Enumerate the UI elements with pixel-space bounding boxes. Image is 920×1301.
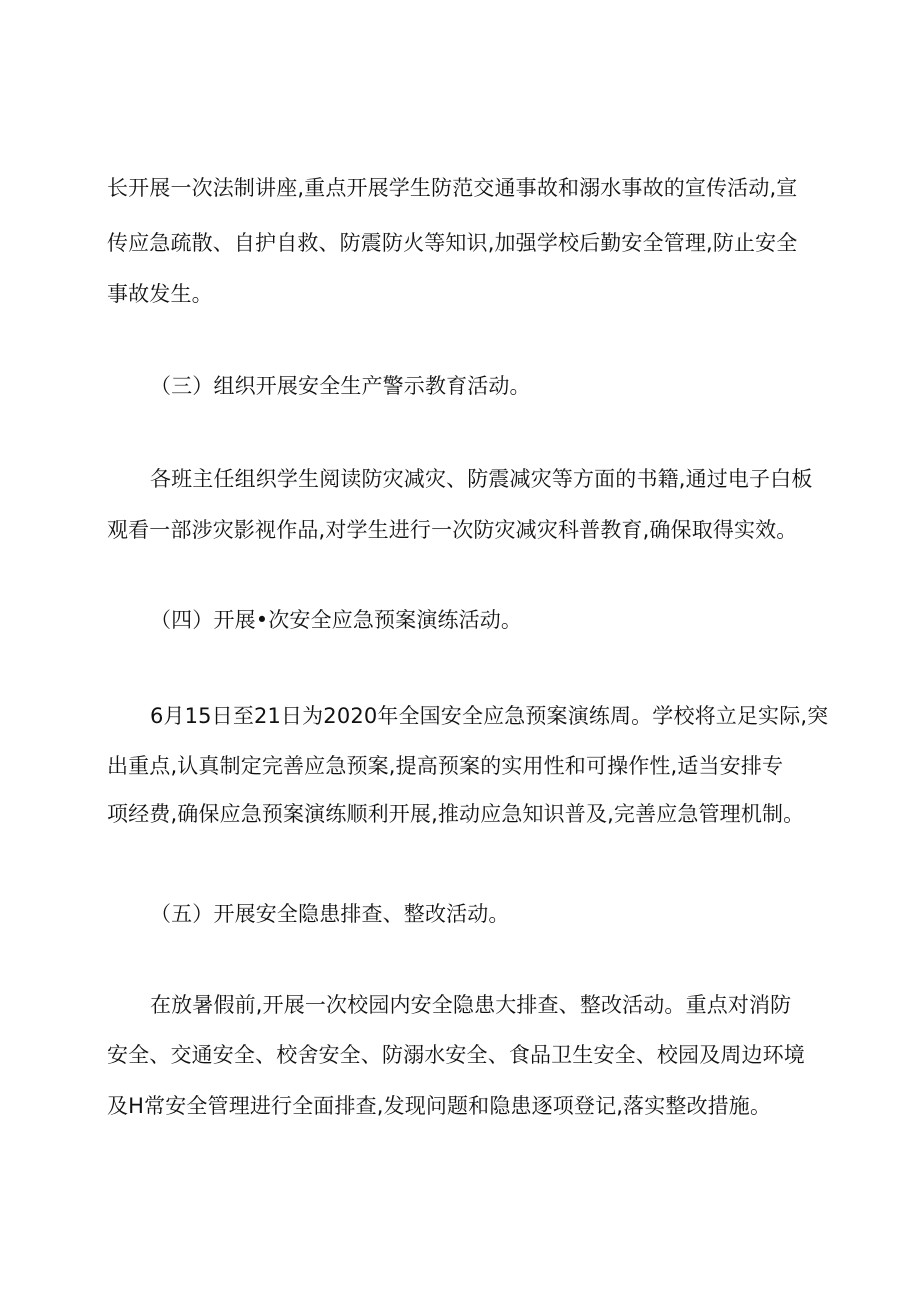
section-heading-3: （三）组织开展安全生产警示教育活动。 — [150, 374, 531, 398]
paragraph-4-line-2: 安全、交通安全、校舍安全、防溺水安全、食品卫生安全、校园及周边环境 — [107, 1043, 805, 1067]
paragraph-2-line-1: 各班主任组织学生阅读防灾减灾、防震减灾等方面的书籍,通过电子白板 — [150, 467, 813, 491]
paragraph-3-line-1: 6月15日至21日为2020年全国安全应急预案演练周。学校将立足实际,突 — [150, 704, 829, 728]
paragraph-1-line-3: 事故发生。 — [107, 282, 213, 306]
paragraph-3-line-2: 出重点,认真制定完善应急预案,提高预案的实用性和可操作性,适当安排专 — [107, 754, 784, 778]
paragraph-1-line-1: 长开展一次法制讲座,重点开展学生防范交通事故和溺水事故的宣传活动,宣 — [107, 176, 798, 200]
section-heading-5: （五）开展安全隐患排查、整改活动。 — [150, 902, 510, 926]
paragraph-3-line-3: 项经费,确保应急预案演练顺利开展,推动应急知识普及,完善应急管理机制。 — [107, 802, 805, 826]
paragraph-4-line-3: 及H常安全管理进行全面排查,发现问题和隐患逐项登记,落实整改措施。 — [107, 1094, 772, 1118]
paragraph-2-line-2: 观看一部涉灾影视作品,对学生进行一次防灾减灾科普教育,确保取得实效。 — [107, 518, 798, 542]
section-heading-4: （四）开展•次安全应急预案演练活动。 — [150, 608, 523, 632]
paragraph-1-line-2: 传应急疏散、自护自救、防震防火等知识,加强学校后勤安全管理,防止安全 — [107, 231, 798, 255]
paragraph-4-line-1: 在放暑假前,开展一次校园内安全隐患大排查、整改活动。重点对消防 — [150, 993, 792, 1017]
